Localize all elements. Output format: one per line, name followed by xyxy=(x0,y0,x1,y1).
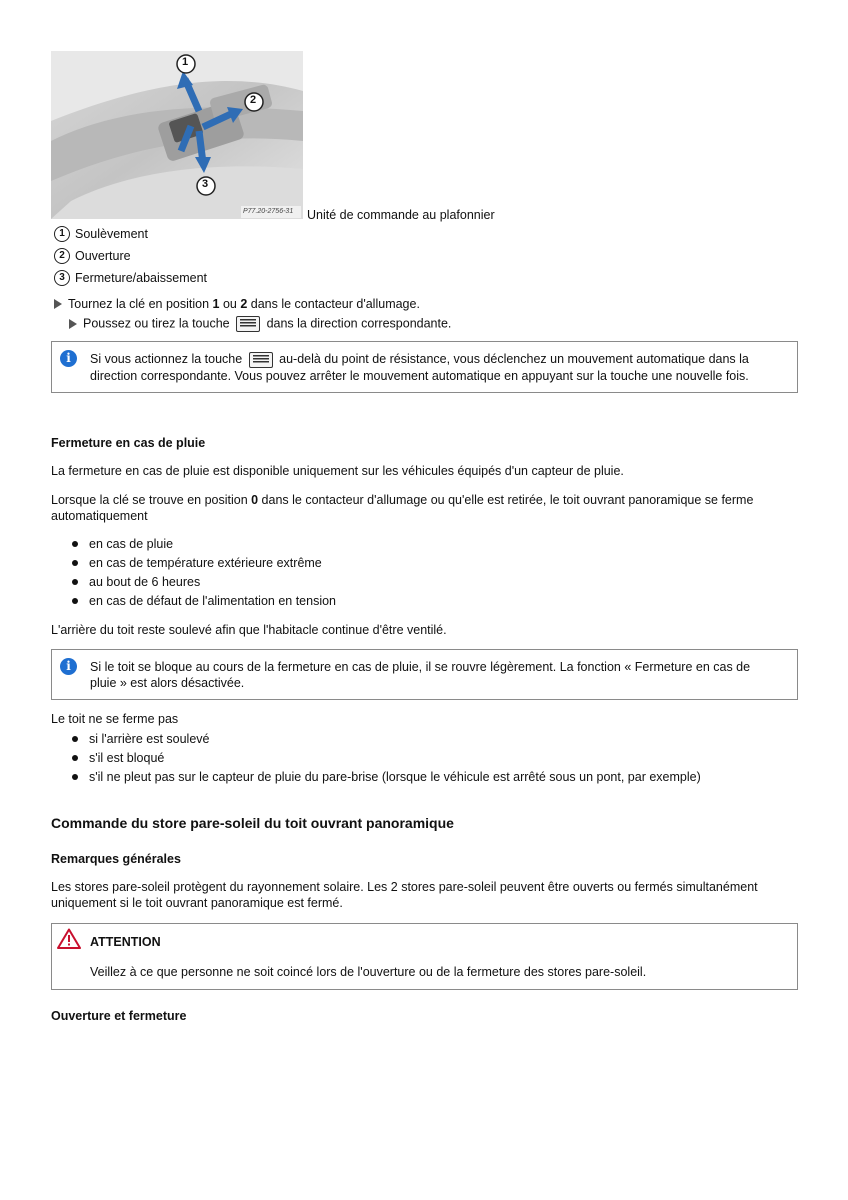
paragraph: Le toit ne se ferme pas xyxy=(51,712,179,726)
legend-item xyxy=(54,248,131,264)
paragraph: La fermeture en cas de pluie est disponible uniquement sur les véhicules équipés d'un capteur de pluie. xyxy=(51,464,624,478)
section-heading: Ouverture et fermeture xyxy=(51,1009,187,1023)
list-item: au bout de 6 heures xyxy=(72,575,200,589)
legend-item xyxy=(54,226,148,242)
legend-label: Ouverture xyxy=(75,249,131,263)
list-item: en cas de température extérieure extrême xyxy=(72,556,322,570)
bullet-icon xyxy=(72,579,78,585)
section-heading: Commande du store pare-soleil du toit ouvrant panoramique xyxy=(51,815,454,831)
list-item: en cas de défaut de l'alimentation en tension xyxy=(72,594,336,608)
legend-number: 2 xyxy=(54,248,70,264)
warning-icon xyxy=(57,928,81,949)
warning-box xyxy=(51,923,798,990)
info-note xyxy=(51,649,798,700)
info-note-text: Si vous actionnez la touche au-delà du point de résistance, vous déclenchez un mouvement automatique dans la direction correspondante. Vous pouvez arrêter le mouvement automatique en appuyant sur la touche une nouvelle fois. xyxy=(90,352,749,383)
info-icon: i xyxy=(60,350,77,367)
roof-switch-icon xyxy=(236,316,260,332)
overhead-control-illustration xyxy=(51,51,303,219)
step-arrow-icon xyxy=(54,299,62,309)
legend-item xyxy=(54,270,207,286)
subsection-heading: Remarques générales xyxy=(51,852,181,866)
step-1-text: Tournez la clé en position 1 ou 2 dans le contacteur d'allumage. xyxy=(68,297,420,311)
figure-caption: Unité de commande au plafonnier xyxy=(307,208,495,222)
warning-text: Veillez à ce que personne ne soit coincé lors de l'ouverture ou de la fermeture des stores pare-soleil. xyxy=(90,965,647,979)
callout-3: 3 xyxy=(202,178,209,190)
list-item: en cas de pluie xyxy=(72,537,173,551)
callout-1: 1 xyxy=(182,56,189,68)
info-note xyxy=(51,341,798,393)
list-item: si l'arrière est soulevé xyxy=(72,732,210,746)
bullet-icon xyxy=(72,560,78,566)
step-1 xyxy=(54,297,420,311)
bullet-icon xyxy=(72,755,78,761)
paragraph: Les stores pare-soleil protègent du rayonnement solaire. Les 2 stores pare-soleil peuvent être ouverts ou fermés simultanément uniquement si le toit ouvrant panoramique est fermé. xyxy=(51,880,758,910)
control-unit-figure xyxy=(51,51,303,219)
step-2-text: Poussez ou tirez la touche dans la direction correspondante. xyxy=(83,316,452,331)
legend-label: Soulèvement xyxy=(75,227,148,241)
bullet-icon xyxy=(72,541,78,547)
list-item: s'il ne pleut pas sur le capteur de pluie du pare-brise (lorsque le véhicule est arrêté sous un pont, par exemple) xyxy=(72,770,701,784)
bullet-icon xyxy=(72,736,78,742)
list-item: s'il est bloqué xyxy=(72,751,164,765)
legend-number: 3 xyxy=(54,270,70,286)
step-arrow-icon xyxy=(69,319,77,329)
step-2 xyxy=(69,316,451,332)
figure-code: P77.20-2756-31 xyxy=(243,208,294,215)
legend-number: 1 xyxy=(54,226,70,242)
callout-2: 2 xyxy=(250,94,257,106)
paragraph: Lorsque la clé se trouve en position 0 dans le contacteur d'allumage ou qu'elle est retirée, le toit ouvrant panoramique se ferme automatiquement xyxy=(51,493,754,523)
roof-switch-icon xyxy=(249,352,273,368)
warning-title: ATTENTION xyxy=(90,935,161,949)
paragraph: L'arrière du toit reste soulevé afin que l'habitacle continue d'être ventilé. xyxy=(51,623,447,637)
bullet-icon xyxy=(72,774,78,780)
info-icon: i xyxy=(60,658,77,675)
section-heading: Fermeture en cas de pluie xyxy=(51,436,206,450)
bullet-icon xyxy=(72,598,78,604)
legend-label: Fermeture/abaissement xyxy=(75,271,208,285)
info-note-text: Si le toit se bloque au cours de la fermeture en cas de pluie, il se rouvre légèrement. La fonction « Fermeture en cas de pluie » est alors désactivée. xyxy=(90,660,751,690)
